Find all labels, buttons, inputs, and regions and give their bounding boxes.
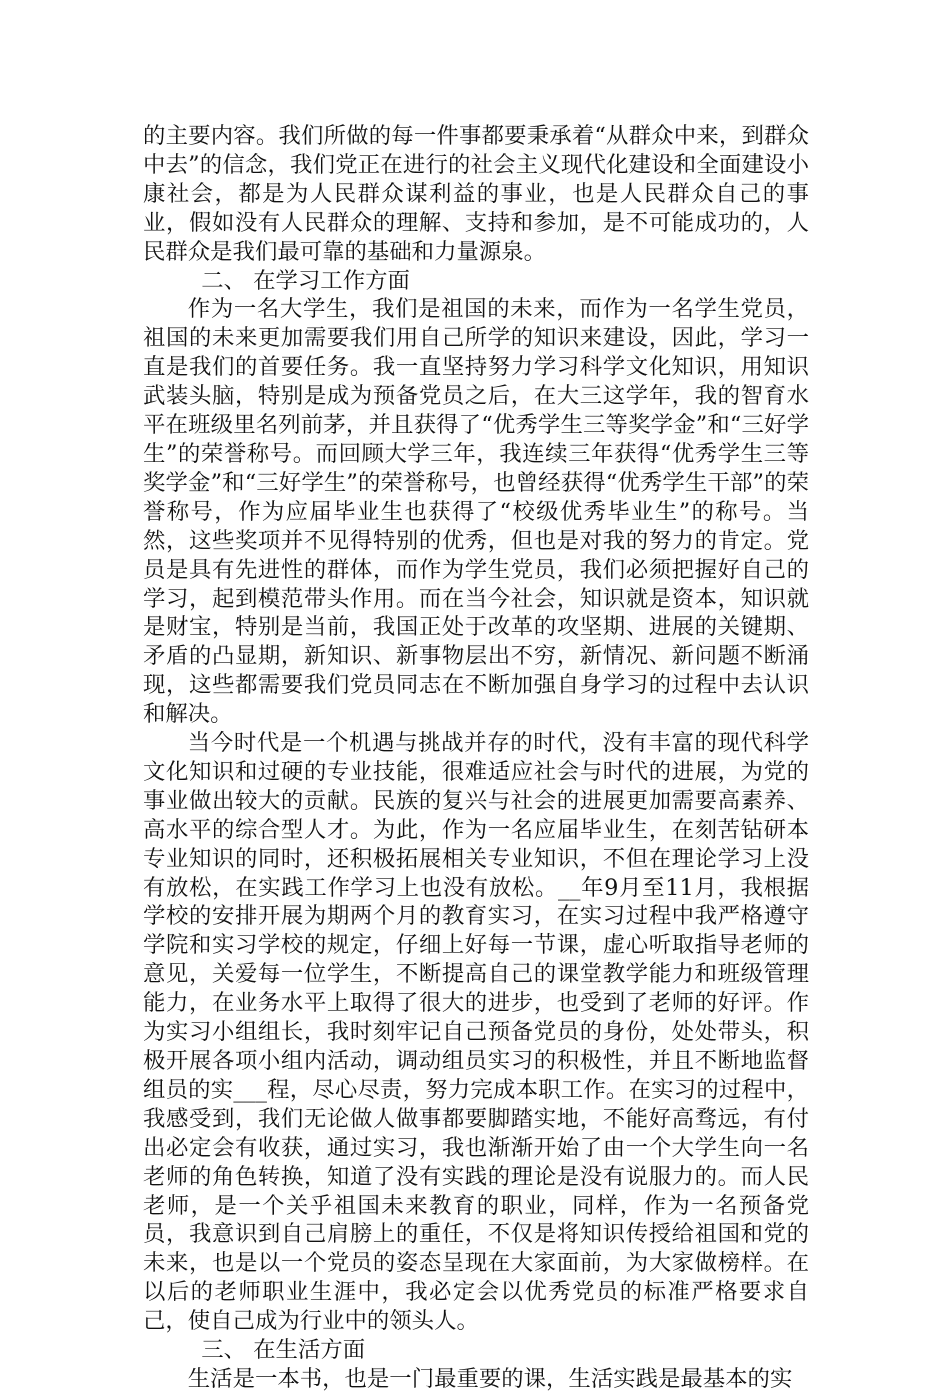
document-body [143,122,809,1394]
paragraph-practice: 当今时代是一个机遇与挑战并存的时代，没有丰富的现代科学文化知识和过硬的专业技能，很难适应社会与时代的进展，为党的事业做出较大的贡献。民族的复兴与社会的进展更加需要高素养、高水平的综合型人才。为此，作为一名应届毕业生，在刻苦钻研本专业知识的同时，还积极拓展相关专业知识，不但在理论学习上没有放松，在实践工作学习上也没有放松。__年9月至11月，我根据学校的安排开展为期两个月的教育实习，在实习过程中我严格遵守学院和实习学校的规定，仔细上好每一节课，虚心听取指导老师的意见，关爱每一位学生，不断提高自己的课堂教学能力和班级管理能力，在业务水平上取得了很大的进步，也受到了老师的好评。作为实习小组组长，我时刻牢记自己预备党员的身份，处处带头，积极开展各项小组内活动，调动组员实习的积极性，并且不断地监督组员的实___程，尽心尽责，努力完成本职工作。在实习的过程中，我感受到，我们无论做人做事都要脚踏实地，不能好高骛远，有付出必定会有收获，通过实习，我也渐渐开始了由一个大学生向一名老师的角色转换，知道了没有实践的理论是没有说服力的。而人民老师，是一个关乎祖国未来教育的职业，同样，作为一名预备党员，我意识到自己肩膀上的重任，不仅是将知识传授给祖国和党的未来，也是以一个党员的姿态呈现在大家面前，为大家做榜样。在以后的老师职业生涯中，我必定会以优秀党员的标准严格要求自己，使自己成为行业中的领头人。 [143,730,809,1335]
section-heading-life: 三、 在生活方面 [201,1337,366,1364]
paragraph-life: 生活是一本书，也是一门最重要的课，生活实践是最基本的实 [187,1365,793,1392]
section-heading-study-work: 二、 在学习工作方面 [201,267,410,294]
paragraph-study: 作为一名大学生，我们是祖国的未来，而作为一名学生党员，祖国的未来更加需要我们用自己所学的知识来建设，因此，学习一直是我们的首要任务。我一直坚持努力学习科学文化知识，用知识武装头脑，特别是成为预备党员之后，在大三这学年，我的智育水平在班级里名列前茅，并且获得了“优秀学生三等奖学金”和“三好学生”的荣誉称号。而回顾大学三年，我连续三年获得“优秀学生三等奖学金”和“三好学生”的荣誉称号，也曾经获得“优秀学生干部”的荣誉称号，作为应届毕业生也获得了“校级优秀毕业生”的称号。当然，这些奖项并不见得特别的优秀，但也是对我的努力的肯定。党员是具有先进性的群体，而作为学生党员，我们必须把握好自己的学习，起到模范带头作用。而在当今社会，知识就是资本，知识就是财宝，特别是当前，我国正处于改革的攻坚期、进展的关键期、矛盾的凸显期，新知识、新事物层出不穷，新情况、新问题不断涌现，这些都需要我们党员同志在不断加强自身学习的过程中去认识和解决。 [143,296,809,728]
paragraph-continuation: 的主要内容。我们所做的每一件事都要秉承着“从群众中来，到群众中去”的信念，我们党正在进行的社会主义现代化建设和全面建设小康社会，都是为人民群众谋利益的事业，也是人民群众自己的事业，假如没有人民群众的理解、支持和参加，是不可能成功的，人民群众是我们最可靠的基础和力量源泉。 [143,123,809,265]
